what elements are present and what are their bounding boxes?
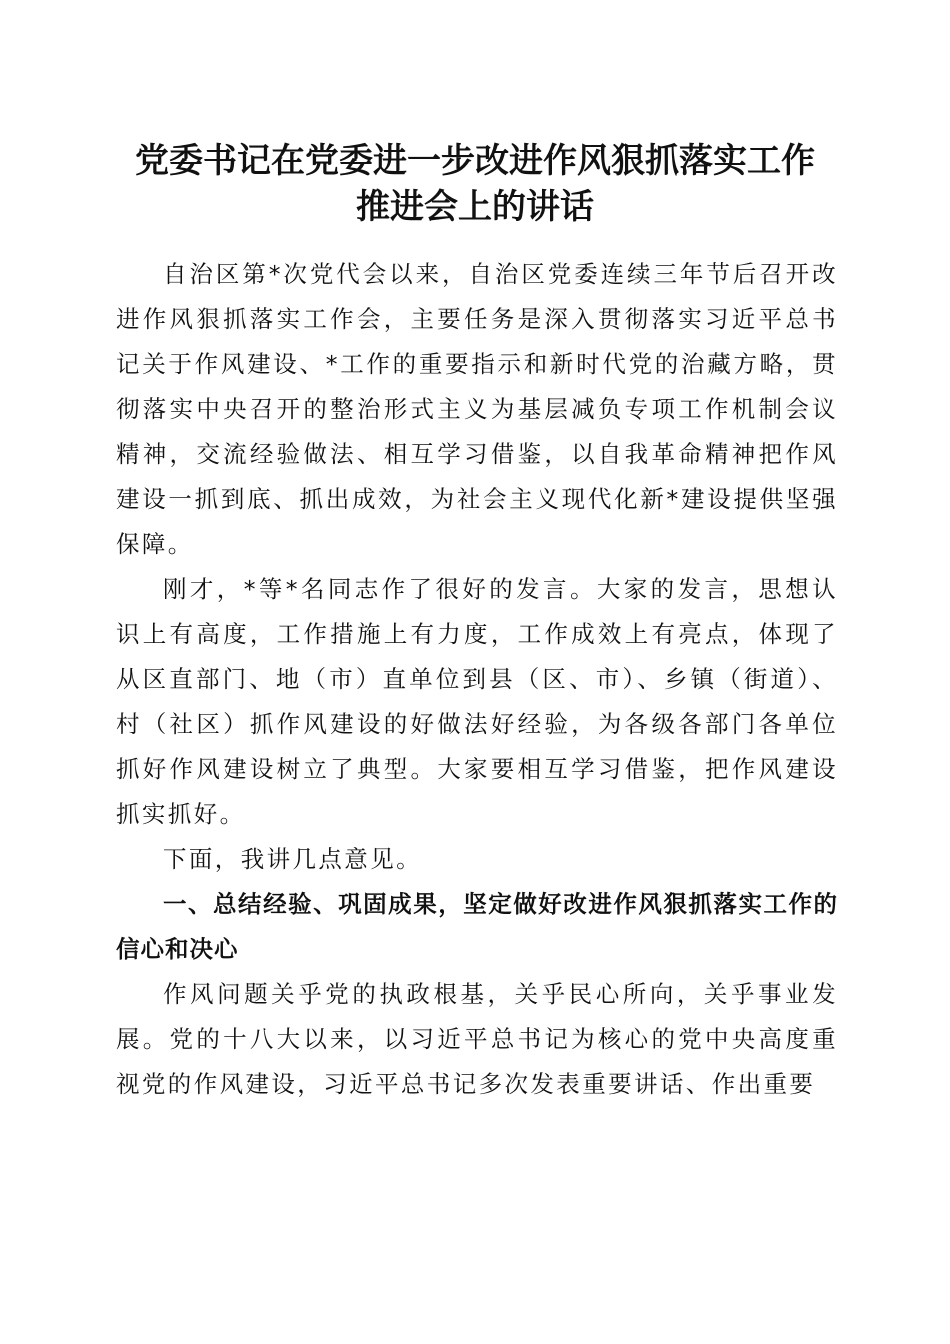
paragraph-speeches: 刚才，*等*名同志作了很好的发言。大家的发言，思想认识上有高度，工作措施上有力度，工作成效上有亮点，体现了从区直部门、地（市）直单位到县（区、市）、乡镇（街道）、村（社区）抓作风建设的好做法好经验，为各级各部门各单位抓好作风建设树立了典型。大家要相互学习借鉴，把作风建设抓实抓好。 bbox=[116, 575, 838, 828]
paragraph-intro: 自治区第*次党代会以来，自治区党委连续三年节后召开改进作风狠抓落实工作会，主要任务是深入贯彻落实习近平总书记关于作风建设、*工作的重要指示和新时代党的治藏方略，贯彻落实中央召开的整治形式主义为基层减负专项工作机制会议精神，交流经验做法、相互学习借鉴，以自我革命精神把作风建设一抓到底、抓出成效，为社会主义现代化新*建设提供坚强保障。 bbox=[116, 260, 838, 558]
section-1-paragraph: 作风问题关乎党的执政根基，关乎民心所向，关乎事业发展。党的十八大以来，以习近平总书记为核心的党中央高度重视党的作风建设，习近平总书记多次发表重要讲话、作出重要 bbox=[116, 980, 838, 1098]
section-1-heading: 一、总结经验、巩固成果，坚定做好改进作风狠抓落实工作的信心和决心 bbox=[116, 890, 838, 963]
document-body bbox=[116, 252, 838, 1107]
paragraph-transition: 下面，我讲几点意见。 bbox=[163, 845, 422, 873]
document-title-line-2: 推进会上的讲话 bbox=[356, 187, 594, 227]
document-title-line-1: 党委书记在党委进一步改进作风狠抓落实工作 bbox=[135, 141, 815, 181]
